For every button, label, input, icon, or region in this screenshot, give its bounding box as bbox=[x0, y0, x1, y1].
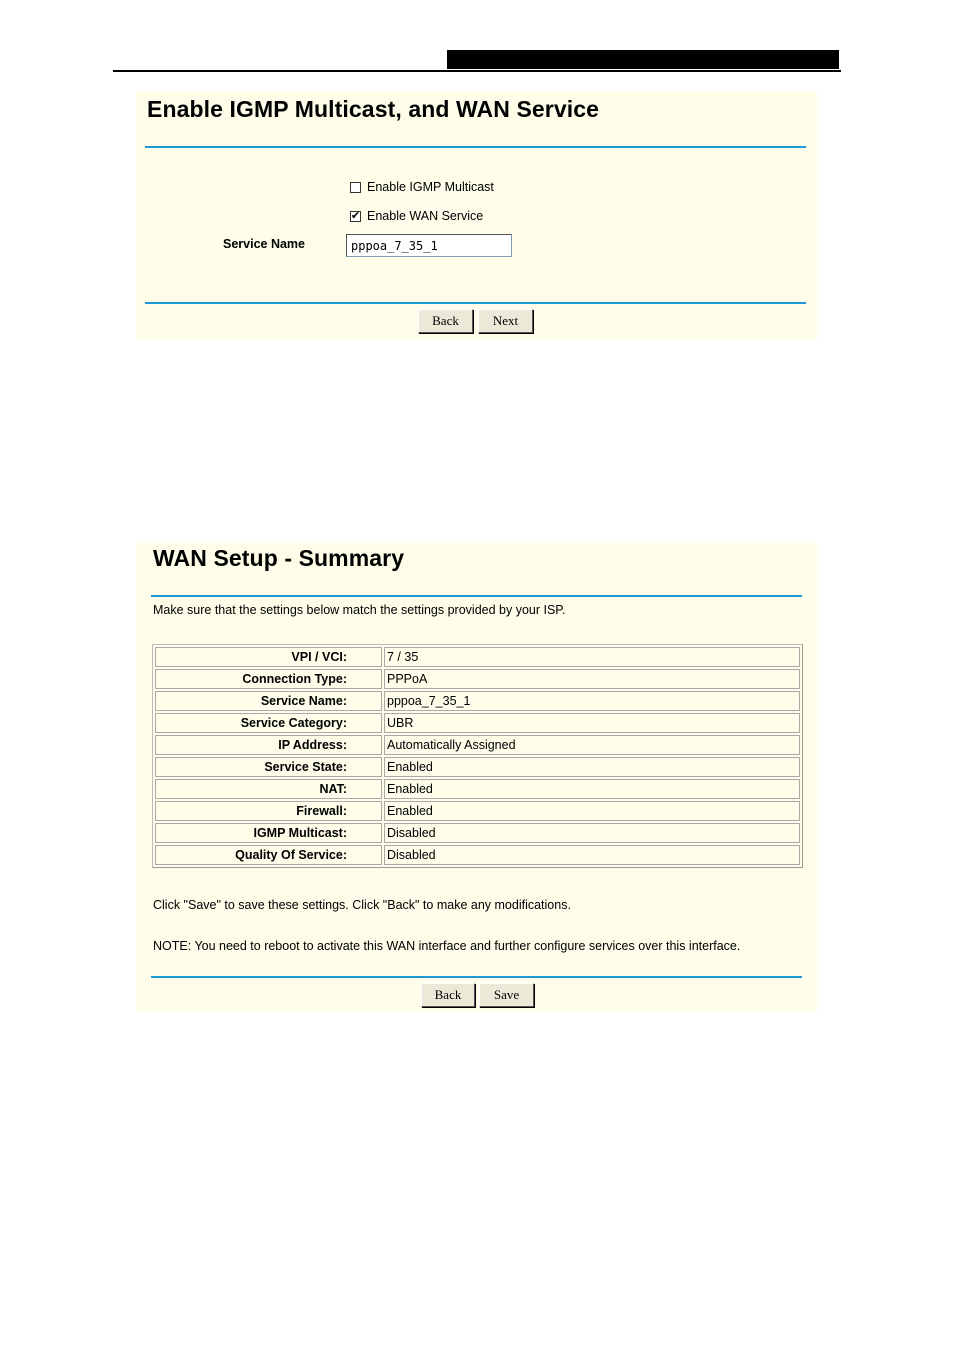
row-label: VPI / VCI: bbox=[155, 647, 382, 667]
row-value: Disabled bbox=[384, 823, 800, 843]
panel-title: Enable IGMP Multicast, and WAN Service bbox=[147, 96, 599, 122]
table-row bbox=[155, 779, 800, 799]
row-value: 7 / 35 bbox=[384, 647, 800, 667]
table-row bbox=[155, 757, 800, 777]
service-name-label: Service Name bbox=[223, 237, 306, 251]
table-row bbox=[155, 735, 800, 755]
back-button[interactable]: Back bbox=[421, 983, 475, 1007]
row-value: Enabled bbox=[384, 801, 800, 821]
row-label: IP Address: bbox=[155, 735, 382, 755]
summary-table bbox=[152, 644, 803, 868]
reboot-note: NOTE: You need to reboot to activate this WAN interface and further configure services over this interface. bbox=[153, 939, 741, 953]
page-header-rule bbox=[113, 70, 841, 72]
wan-service-option[interactable] bbox=[350, 209, 483, 223]
footer-divider bbox=[151, 976, 802, 978]
table-row bbox=[155, 691, 800, 711]
title-divider bbox=[151, 595, 802, 597]
intro-text: Make sure that the settings below match the settings provided by your ISP. bbox=[153, 603, 566, 617]
igmp-wan-service-panel bbox=[136, 91, 817, 340]
row-value: pppoa_7_35_1 bbox=[384, 691, 800, 711]
table-row bbox=[155, 823, 800, 843]
row-value: Enabled bbox=[384, 779, 800, 799]
row-label: Connection Type: bbox=[155, 669, 382, 689]
table-row bbox=[155, 713, 800, 733]
row-value: UBR bbox=[384, 713, 800, 733]
wan-setup-summary-panel bbox=[136, 543, 817, 1012]
row-label: Service Category: bbox=[155, 713, 382, 733]
row-value: PPPoA bbox=[384, 669, 800, 689]
igmp-multicast-checkbox[interactable] bbox=[350, 182, 361, 193]
row-value: Enabled bbox=[384, 757, 800, 777]
title-divider bbox=[145, 146, 806, 148]
row-label: Quality Of Service: bbox=[155, 845, 382, 865]
page-header-bar bbox=[447, 50, 839, 69]
save-note: Click "Save" to save these settings. Click "Back" to make any modifications. bbox=[153, 898, 571, 912]
row-label: Firewall: bbox=[155, 801, 382, 821]
save-button[interactable]: Save bbox=[479, 983, 534, 1007]
table-row bbox=[155, 647, 800, 667]
row-label: IGMP Multicast: bbox=[155, 823, 382, 843]
table-row bbox=[155, 845, 800, 865]
wan-service-checkbox[interactable]: ✔ bbox=[350, 209, 361, 222]
wan-service-label: Enable WAN Service bbox=[367, 209, 484, 223]
service-name-input[interactable] bbox=[346, 234, 512, 257]
row-value: Automatically Assigned bbox=[384, 735, 800, 755]
panel-title: WAN Setup - Summary bbox=[153, 545, 405, 571]
back-button[interactable]: Back bbox=[418, 309, 473, 333]
igmp-multicast-label: Enable IGMP Multicast bbox=[367, 180, 494, 194]
table-row bbox=[155, 801, 800, 821]
row-label: Service Name: bbox=[155, 691, 382, 711]
row-value: Disabled bbox=[384, 845, 800, 865]
igmp-multicast-option[interactable] bbox=[350, 180, 494, 194]
table-row bbox=[155, 669, 800, 689]
row-label: NAT: bbox=[155, 779, 382, 799]
row-label: Service State: bbox=[155, 757, 382, 777]
next-button[interactable]: Next bbox=[478, 309, 533, 333]
footer-divider bbox=[145, 302, 806, 304]
